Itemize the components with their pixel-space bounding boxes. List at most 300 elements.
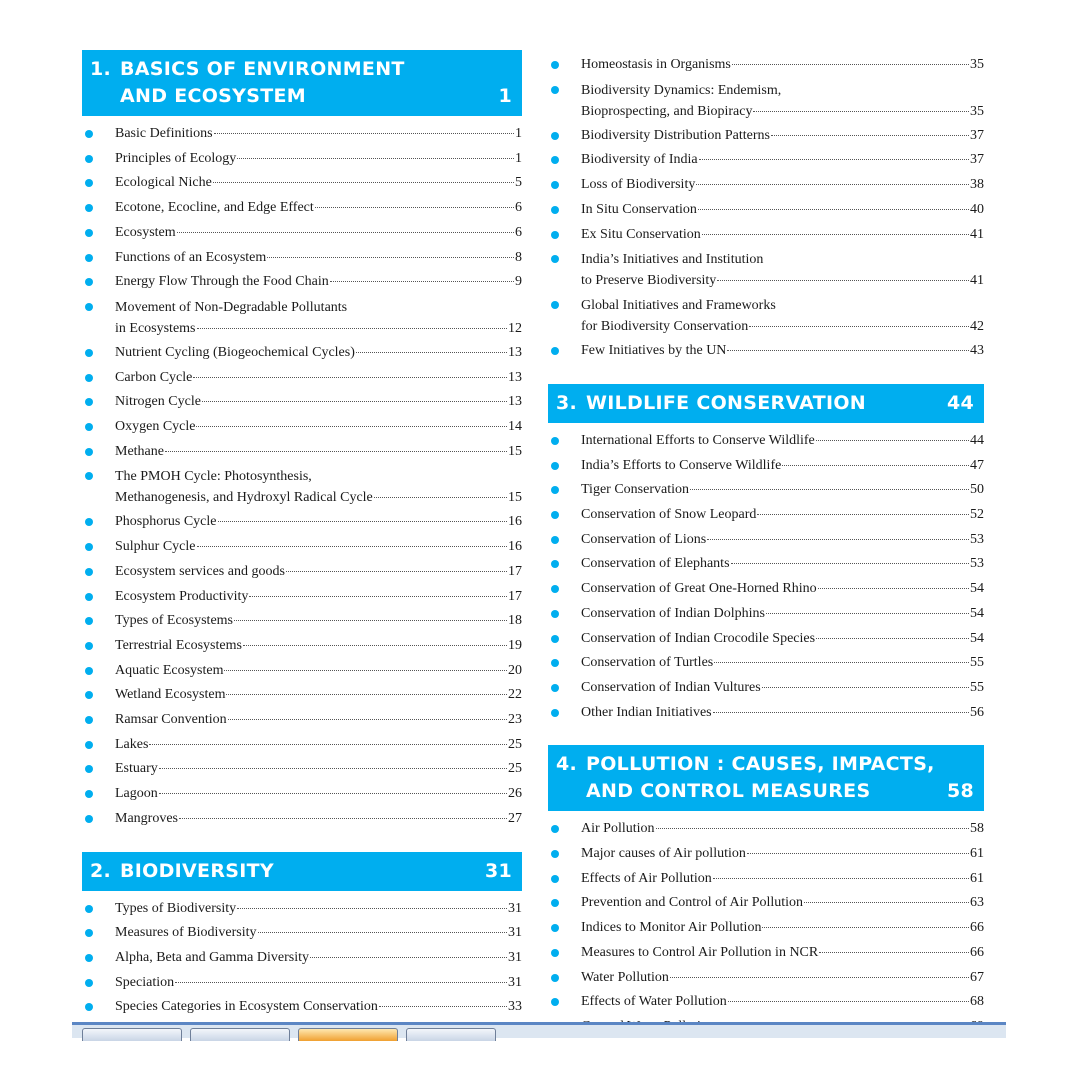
chapter-page-number: 44 (946, 391, 974, 414)
bullet-icon (551, 486, 559, 494)
dot-leader (175, 982, 507, 983)
toc-page-number: 53 (970, 556, 984, 572)
bullet-icon (551, 181, 559, 189)
toc-entry-line (115, 171, 522, 196)
toc-page-number: 25 (508, 736, 522, 752)
toc-entry[interactable] (82, 122, 522, 147)
bullet-icon (85, 518, 93, 526)
bullet-icon (85, 593, 93, 601)
toc-entry[interactable] (548, 990, 984, 1015)
section-gap (548, 725, 984, 745)
toc-page-number: 58 (970, 821, 984, 837)
toc-entry-line (581, 676, 984, 701)
toc-page-number: 35 (970, 57, 984, 72)
toc-entry-line (581, 701, 984, 726)
bullet-icon (551, 825, 559, 833)
toc-entry-text: Major causes of Air pollution (581, 846, 746, 862)
dot-leader (177, 232, 514, 233)
toc-entry-line (581, 941, 984, 966)
toc-entry-text: India’s Efforts to Conserve Wildlife (581, 457, 782, 473)
toc-entry-line (581, 916, 984, 941)
toc-entry[interactable] (82, 341, 522, 366)
toc-entry-text: Conservation of Lions (581, 531, 707, 547)
toc-entry[interactable] (82, 535, 522, 560)
bullet-icon (85, 303, 93, 311)
toc-entry[interactable] (82, 708, 522, 733)
bullet-icon (85, 204, 93, 212)
toc-entry-text: Conservation of Indian Crocodile Species (581, 630, 816, 646)
chapter-header (548, 745, 984, 811)
toc-page-number: 27 (508, 810, 522, 826)
toc-entry-line (115, 634, 522, 659)
toc-page-number: 35 (970, 103, 984, 119)
chapter-title: WILDLIFE CONSERVATION (586, 391, 866, 414)
toc-page-number: 41 (970, 273, 984, 289)
toc-entry-line (581, 891, 984, 916)
toc-entry-line (581, 528, 984, 553)
bullet-icon (85, 667, 93, 675)
bullet-icon (85, 254, 93, 262)
toc-page-number: 54 (970, 605, 984, 621)
toc-entry-line (115, 708, 522, 733)
toc-page-number: 5 (515, 175, 522, 191)
dot-leader (213, 182, 514, 183)
chapter-title-line (90, 858, 484, 885)
toc-entry[interactable] (548, 223, 984, 248)
toc-entry-text: for Biodiversity Conservation (581, 319, 749, 335)
taskbar-button-active[interactable] (298, 1028, 398, 1041)
toc-entry[interactable] (548, 247, 984, 293)
toc-page-number: 44 (970, 432, 984, 448)
toc-entry[interactable] (82, 560, 522, 585)
toc-entry[interactable] (82, 585, 522, 610)
toc-entry[interactable] (548, 941, 984, 966)
dot-leader (762, 687, 969, 688)
taskbar-button[interactable] (190, 1028, 290, 1041)
dot-leader (228, 719, 507, 720)
bullet-icon (85, 543, 93, 551)
toc-page-number: 56 (970, 704, 984, 720)
dot-leader (258, 932, 507, 933)
toc-entry[interactable] (82, 659, 522, 684)
toc-entry-line (581, 478, 984, 503)
toc-entry[interactable] (548, 148, 984, 173)
bullet-icon (551, 206, 559, 214)
toc-entry[interactable] (548, 478, 984, 503)
bullet-icon (85, 642, 93, 650)
bullet-icon (85, 229, 93, 237)
dot-leader (816, 440, 969, 441)
dot-leader (286, 571, 507, 572)
chapter-title: POLLUTION : CAUSES, IMPACTS, (586, 753, 935, 776)
dot-leader (379, 1006, 507, 1007)
dot-leader (249, 596, 507, 597)
bullet-icon (551, 974, 559, 982)
toc-entry-line (581, 503, 984, 528)
toc-entry[interactable] (82, 464, 522, 510)
toc-entry[interactable] (82, 147, 522, 172)
toc-entry[interactable] (548, 78, 984, 124)
toc-entry-line (581, 148, 984, 173)
bullet-icon (551, 709, 559, 717)
toc-entry-line (581, 966, 984, 991)
toc-entry-line (115, 897, 522, 922)
chapter-header (548, 384, 984, 423)
bullet-icon (551, 585, 559, 593)
toc-entry[interactable] (82, 733, 522, 758)
toc-entry-line (115, 535, 522, 560)
toc-entry-line (115, 585, 522, 610)
toc-entry[interactable] (548, 552, 984, 577)
toc-entry-text: Ecosystem services and goods (115, 563, 285, 579)
dot-leader (766, 613, 969, 614)
bullet-icon (551, 899, 559, 907)
toc-page-number: 37 (970, 152, 984, 168)
toc-entry-text: Air Pollution (581, 821, 655, 837)
dot-leader (690, 489, 969, 490)
toc-page-number: 41 (970, 226, 984, 242)
dot-leader (698, 209, 969, 210)
toc-left-column (82, 50, 522, 1020)
toc-entry-text: Wetland Ecosystem (115, 687, 226, 703)
taskbar-button[interactable] (82, 1028, 182, 1041)
toc-entry[interactable] (548, 198, 984, 223)
toc-entry-text: Oxygen Cycle (115, 419, 196, 435)
toc-entry-line (115, 733, 522, 758)
toc-entry[interactable] (82, 609, 522, 634)
dot-leader (804, 902, 969, 903)
toc-page-number: 47 (970, 457, 984, 473)
toc-entry[interactable] (82, 995, 522, 1020)
toc-entry-line (115, 609, 522, 634)
dot-leader (762, 927, 969, 928)
toc-page-number: 12 (508, 320, 522, 336)
toc-entry-line (115, 510, 522, 535)
dot-leader (702, 234, 969, 235)
toc-page-number: 52 (970, 507, 984, 523)
toc-entry-text: Indices to Monitor Air Pollution (581, 920, 762, 936)
toc-entry[interactable] (82, 440, 522, 465)
toc-entry-text: Global Initiatives and Frameworks (581, 298, 776, 314)
toc-entry[interactable] (548, 842, 984, 867)
toc-page-number: 8 (515, 249, 522, 265)
dot-leader (196, 426, 507, 427)
toc-entry-text: Bioprospecting, and Biopiracy (581, 103, 753, 119)
dot-leader (159, 768, 507, 769)
bullet-icon (85, 929, 93, 937)
toc-entry[interactable] (82, 246, 522, 271)
dot-leader (782, 465, 969, 466)
chapter-number: 1. (90, 58, 112, 80)
toc-entry-line (581, 602, 984, 627)
bullet-icon (85, 568, 93, 576)
toc-entry[interactable] (82, 807, 522, 832)
toc-entry[interactable] (548, 173, 984, 198)
bullet-icon (551, 924, 559, 932)
toc-entry-text: Conservation of Snow Leopard (581, 507, 757, 523)
toc-entry-line (115, 807, 522, 832)
dot-leader (193, 377, 507, 378)
toc-entry-text: Water Pollution (581, 969, 669, 985)
toc-entry-text: Carbon Cycle (115, 369, 193, 385)
toc-page-number: 15 (508, 443, 522, 459)
toc-entry[interactable] (548, 454, 984, 479)
bullet-icon (85, 741, 93, 749)
toc-entry-text: Aquatic Ecosystem (115, 662, 224, 678)
toc-entry-text: Energy Flow Through the Food Chain (115, 274, 329, 290)
toc-page-number: 26 (508, 786, 522, 802)
dot-leader (197, 328, 508, 329)
toc-entry-text: Nitrogen Cycle (115, 394, 201, 410)
dot-leader (727, 350, 969, 351)
dot-leader (749, 326, 969, 327)
toc-entry-line (115, 122, 522, 147)
toc-page-number: 6 (515, 200, 522, 216)
toc-entry[interactable] (548, 891, 984, 916)
bullet-icon (85, 374, 93, 382)
toc-entry-line (115, 221, 522, 246)
chapter-page-number: 31 (484, 859, 512, 882)
toc-entry-line (581, 198, 984, 223)
dot-leader (218, 521, 508, 522)
toc-page-number: 31 (508, 900, 522, 916)
toc-entry[interactable] (82, 171, 522, 196)
dot-leader (728, 1001, 969, 1002)
chapter-title: BASICS OF ENVIRONMENT (120, 58, 405, 80)
toc-page-number: 55 (970, 679, 984, 695)
bullet-icon (551, 61, 559, 69)
toc-entry[interactable] (548, 627, 984, 652)
toc-entry-text: Prevention and Control of Air Pollution (581, 895, 804, 911)
toc-entry-line (581, 53, 984, 78)
toc-page-number: 66 (970, 920, 984, 936)
bullet-icon (551, 949, 559, 957)
chapter-number: 3. (556, 391, 578, 414)
toc-entry-text: Estuary (115, 761, 158, 777)
toc-entry[interactable] (548, 528, 984, 553)
toc-page-number: 16 (508, 539, 522, 555)
taskbar-button[interactable] (406, 1028, 496, 1041)
bullet-icon (551, 255, 559, 263)
bullet-icon (85, 905, 93, 913)
toc-entry[interactable] (82, 196, 522, 221)
toc-entry-line (581, 429, 984, 454)
toc-page-number: 43 (970, 343, 984, 359)
toc-entry[interactable] (82, 510, 522, 535)
chapter-title-line (556, 751, 946, 778)
bullet-icon (85, 155, 93, 163)
toc-entry[interactable] (548, 602, 984, 627)
toc-entry-line (115, 487, 522, 508)
toc-entry[interactable] (82, 270, 522, 295)
toc-entry[interactable] (82, 757, 522, 782)
toc-entry-line (115, 366, 522, 391)
toc-entry-text: in Ecosystems (115, 320, 196, 336)
toc-entry-text: Lakes (115, 736, 149, 752)
bullet-icon (551, 536, 559, 544)
dot-leader (315, 207, 514, 208)
toc-entry-line (581, 124, 984, 149)
toc-entry-text: Methanogenesis, and Hydroxyl Radical Cycle (115, 490, 373, 506)
toc-entry-line (115, 415, 522, 440)
toc-entry[interactable] (82, 897, 522, 922)
toc-entry[interactable] (548, 916, 984, 941)
dot-leader (757, 514, 969, 515)
toc-page-number: 19 (508, 637, 522, 653)
toc-entry[interactable] (548, 867, 984, 892)
dot-leader (197, 546, 508, 547)
toc-entry-text: Basic Definitions (115, 126, 213, 141)
toc-entry[interactable] (548, 293, 984, 339)
toc-entry-text: Terrestrial Ecosystems (115, 637, 242, 653)
toc-page-number: 61 (970, 846, 984, 862)
toc-entry-line (581, 990, 984, 1015)
dot-leader (656, 828, 969, 829)
toc-entry-text: Conservation of Indian Dolphins (581, 605, 765, 621)
toc-entry[interactable] (548, 429, 984, 454)
dot-leader (243, 645, 507, 646)
toc-entry[interactable] (82, 366, 522, 391)
toc-entry[interactable] (548, 577, 984, 602)
chapter-number: 4. (556, 753, 578, 776)
dot-leader (356, 352, 507, 353)
toc-entry-text: Functions of an Ecosystem (115, 249, 267, 265)
toc-entry-text: Ecosystem (115, 224, 176, 240)
toc-entry[interactable] (82, 921, 522, 946)
toc-entry-text: Conservation of Elephants (581, 556, 730, 572)
bullet-icon (85, 979, 93, 987)
bullet-icon (551, 635, 559, 643)
toc-page-number: 1 (515, 126, 522, 141)
toc-entry[interactable] (548, 817, 984, 842)
toc-entry-text: Principles of Ecology (115, 150, 237, 166)
toc-entry[interactable] (82, 683, 522, 708)
bullet-icon (551, 850, 559, 858)
toc-entry-line (581, 339, 984, 364)
toc-entry-line (581, 627, 984, 652)
bullet-icon (85, 691, 93, 699)
bullet-icon (551, 437, 559, 445)
toc-page-number: 42 (970, 319, 984, 335)
toc-entry-text: Types of Ecosystems (115, 613, 234, 629)
toc-entry-line (115, 147, 522, 172)
toc-entry[interactable] (548, 53, 984, 78)
toc-entry-text: Loss of Biodiversity (581, 177, 696, 193)
toc-page-number: 66 (970, 944, 984, 960)
toc-entry-text: Species Categories in Ecosystem Conservation (115, 999, 378, 1015)
toc-entry[interactable] (548, 676, 984, 701)
bullet-icon (551, 684, 559, 692)
toc-entry-line (581, 316, 984, 337)
dot-leader (267, 257, 514, 258)
toc-page-number: 25 (508, 761, 522, 777)
bullet-icon (551, 560, 559, 568)
toc-entry[interactable] (548, 701, 984, 726)
toc-page-number: 17 (508, 588, 522, 604)
toc-entry-line (115, 659, 522, 684)
toc-entry[interactable] (548, 124, 984, 149)
toc-page-number: 67 (970, 969, 984, 985)
toc-page-number: 50 (970, 482, 984, 498)
toc-entry[interactable] (82, 971, 522, 996)
toc-entry-text: Ecological Niche (115, 175, 212, 191)
toc-entry-text: Movement of Non-Degradable Pollutants (115, 299, 348, 315)
toc-entry-line (115, 440, 522, 465)
toc-entry-line (581, 552, 984, 577)
dot-leader (310, 957, 507, 958)
bullet-icon (551, 875, 559, 883)
toc-entry-line (115, 946, 522, 971)
toc-entry[interactable] (548, 966, 984, 991)
toc-entry-line (581, 173, 984, 198)
toc-entry-line (115, 246, 522, 271)
bullet-icon (551, 301, 559, 309)
toc-entry[interactable] (82, 390, 522, 415)
toc-entry-text: Ramsar Convention (115, 712, 227, 728)
dot-leader (670, 977, 969, 978)
toc-page-number: 15 (508, 490, 522, 506)
toc-page-number: 14 (508, 419, 522, 435)
dot-leader (747, 853, 969, 854)
toc-entry-line (115, 995, 522, 1020)
dot-leader (819, 952, 969, 953)
toc-entry[interactable] (82, 634, 522, 659)
toc-page-number: 31 (508, 949, 522, 965)
toc-page-number: 31 (508, 925, 522, 941)
toc-entry[interactable] (82, 946, 522, 971)
toc-page-number: 63 (970, 895, 984, 911)
taskbar (72, 1022, 1006, 1038)
toc-entry[interactable] (548, 339, 984, 364)
toc-entry-line (581, 101, 984, 122)
toc-entry-text: Phosphorus Cycle (115, 514, 217, 530)
toc-page-number: 6 (515, 224, 522, 240)
toc-page-number: 33 (508, 999, 522, 1015)
toc-entry-line (581, 577, 984, 602)
toc-entry-line (581, 454, 984, 479)
dot-leader (816, 638, 969, 639)
toc-entry-text: Effects of Air Pollution (581, 870, 712, 886)
bullet-icon (551, 610, 559, 618)
toc-entry-line (115, 921, 522, 946)
dot-leader (753, 111, 969, 112)
toc-entry-line (581, 223, 984, 248)
toc-page-number: 17 (508, 563, 522, 579)
dot-leader (818, 588, 969, 589)
chapter-page-number: 58 (946, 780, 974, 803)
dot-leader (165, 451, 507, 452)
dot-leader (699, 159, 969, 160)
toc-entry[interactable] (548, 503, 984, 528)
dot-leader (237, 908, 507, 909)
toc-entry[interactable] (82, 415, 522, 440)
toc-entry-text: In Situ Conservation (581, 201, 697, 217)
toc-entry[interactable] (82, 295, 522, 341)
chapter-page-number: 1 (498, 85, 512, 107)
toc-right-column (548, 53, 984, 1040)
bullet-icon (85, 398, 93, 406)
toc-entry-line (115, 390, 522, 415)
toc-entry[interactable] (548, 651, 984, 676)
dot-leader (226, 694, 507, 695)
toc-entry[interactable] (82, 221, 522, 246)
toc-entry-text: to Preserve Biodiversity (581, 273, 717, 289)
dot-leader (149, 744, 507, 745)
bullet-icon (85, 423, 93, 431)
chapter-title: BIODIVERSITY (120, 859, 274, 882)
toc-entry-text: India’s Initiatives and Institution (581, 252, 764, 268)
toc-entry[interactable] (82, 782, 522, 807)
